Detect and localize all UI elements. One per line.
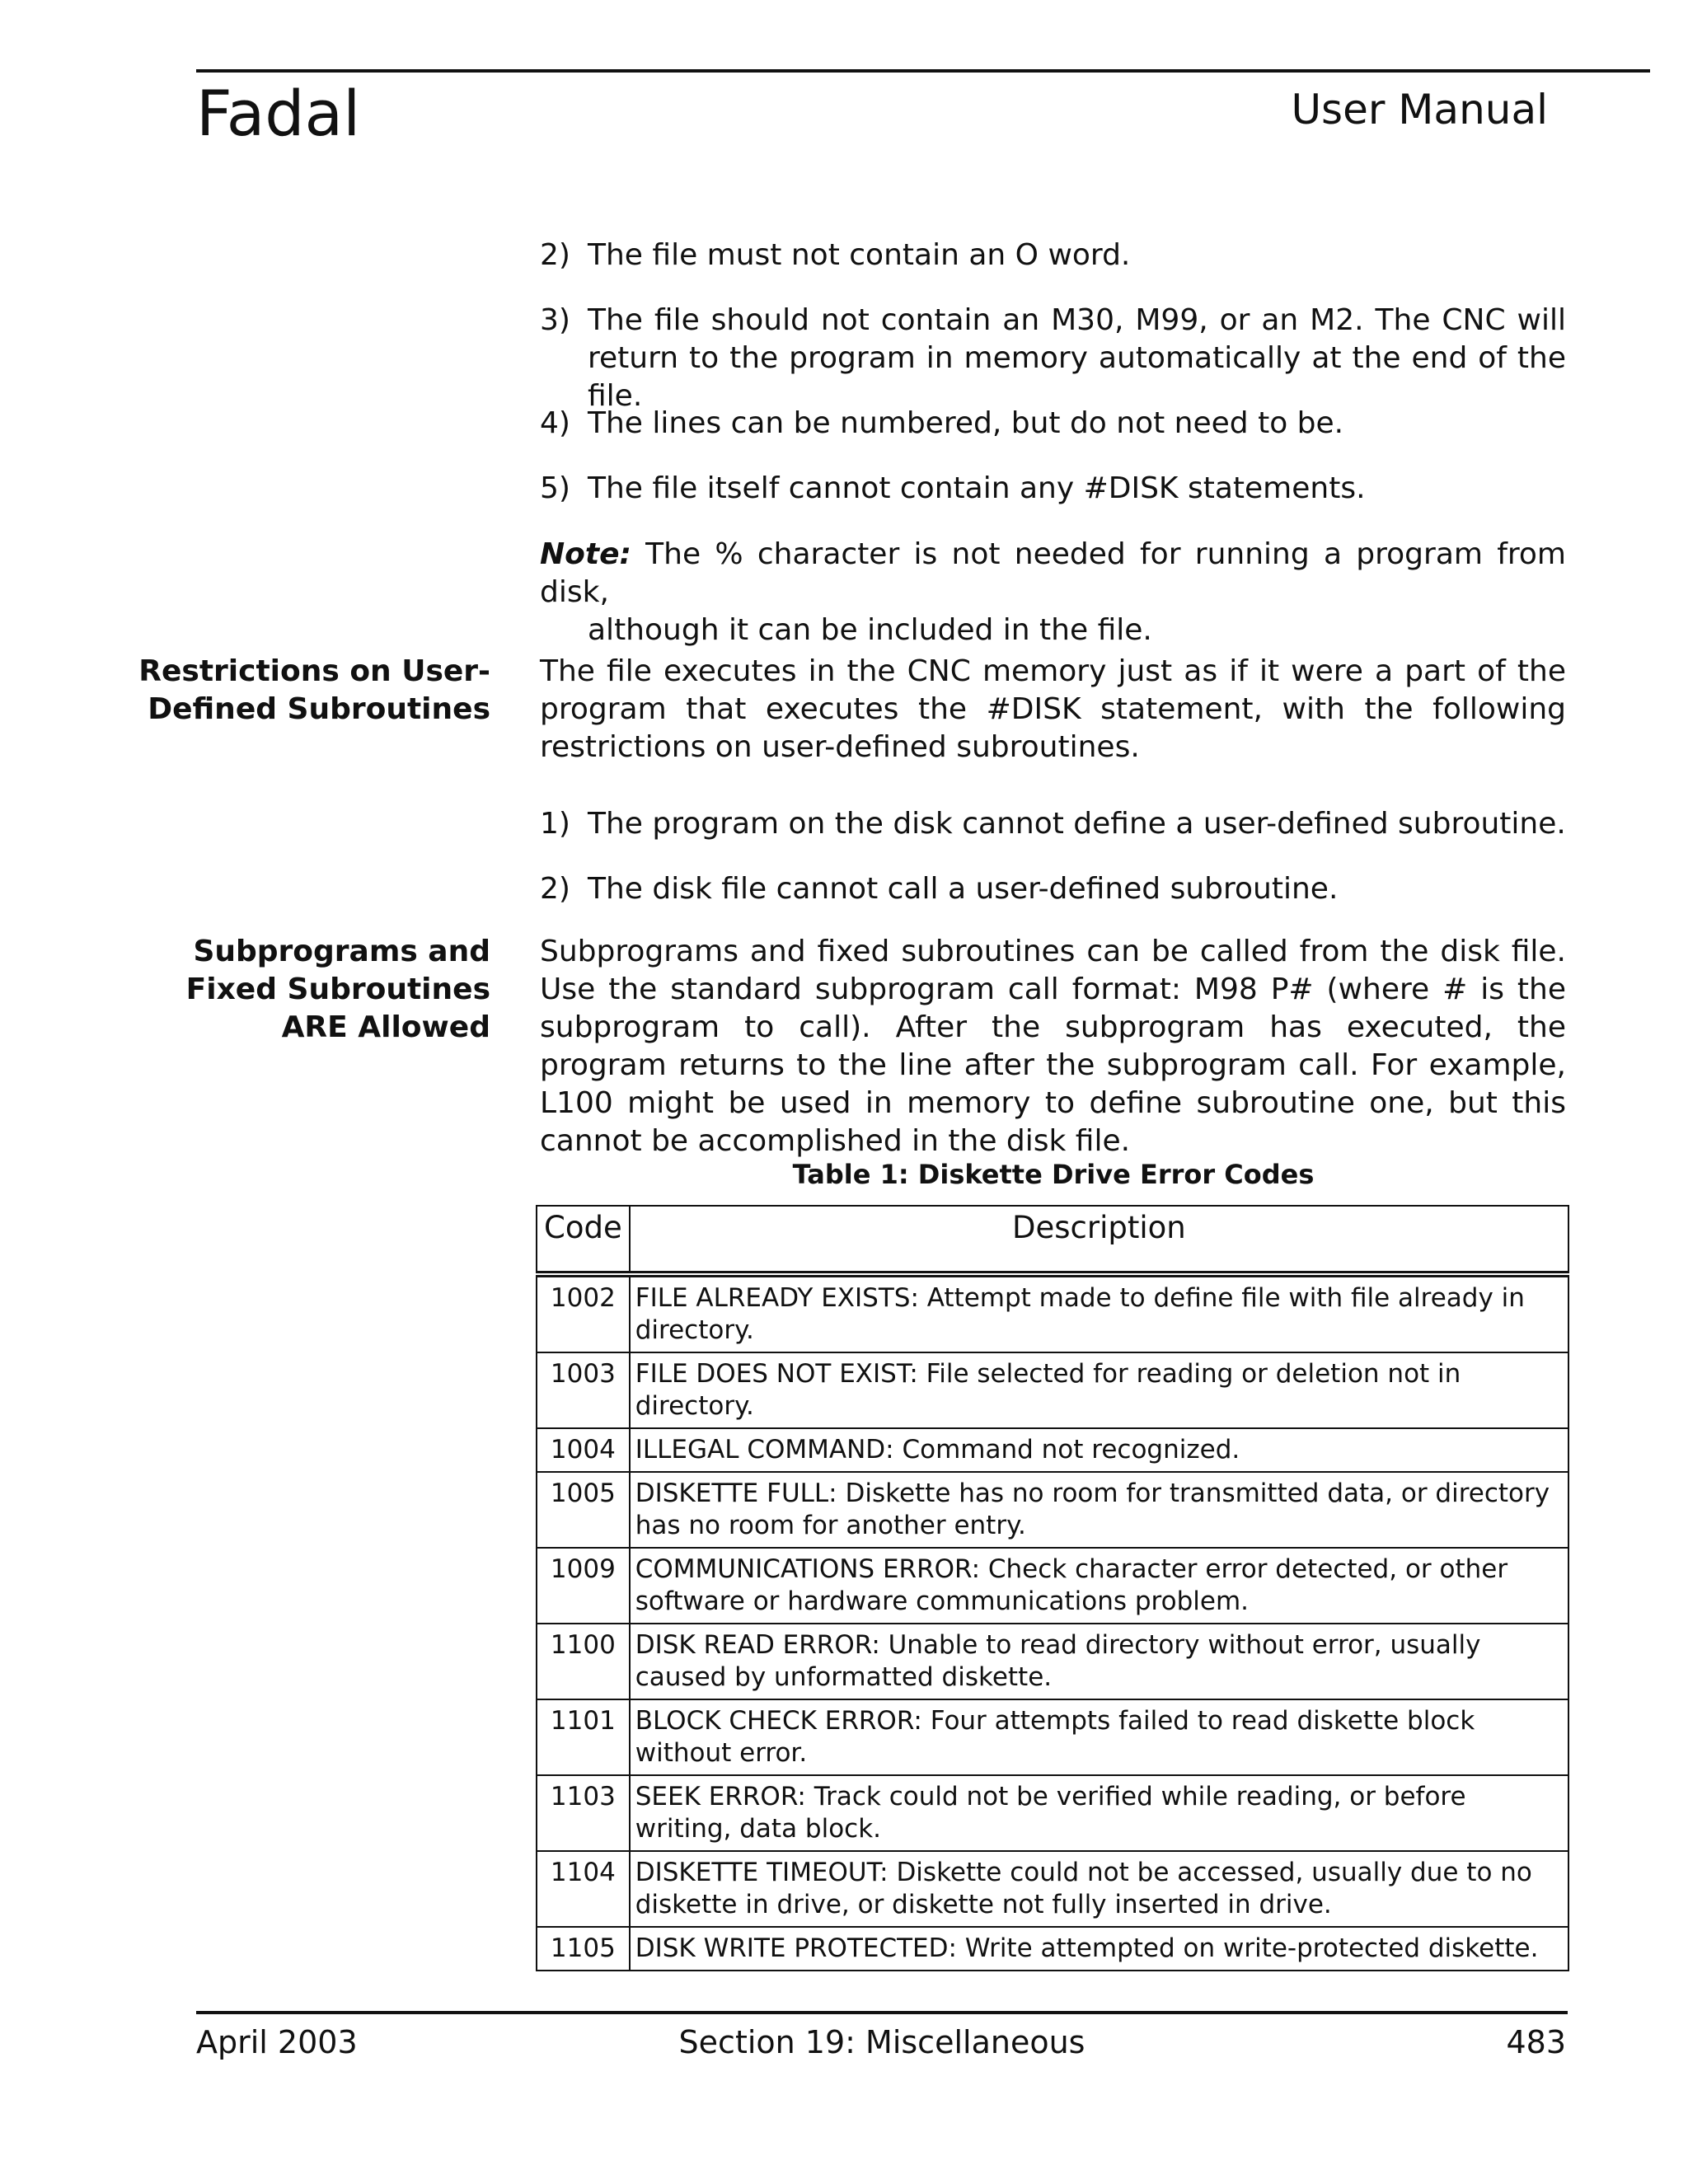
error-description: FILE ALREADY EXISTS: Attempt made to define file with file already in directory.: [630, 1274, 1568, 1352]
list-item-number: 1): [540, 807, 570, 841]
error-code: 1103: [537, 1775, 630, 1851]
list-item-text: The file must not contain an O word.: [588, 238, 1131, 272]
list-item: [540, 805, 1566, 843]
table-row: [537, 1699, 1568, 1775]
table-row: [537, 1851, 1568, 1927]
list-item: [540, 470, 1566, 508]
table-caption: Table 1: Diskette Drive Error Codes: [792, 1159, 1315, 1190]
list-item: [540, 405, 1566, 443]
error-code: 1100: [537, 1624, 630, 1699]
list-item-number: 5): [540, 471, 570, 505]
table-row: [537, 1352, 1568, 1428]
list-item-text: The file should not contain an M30, M99, or an M2. The CNC will return to the program in memory automatically at the end of the file.: [588, 303, 1566, 413]
table-row: [537, 1624, 1568, 1699]
error-description: ILLEGAL COMMAND: Command not recognized.: [630, 1428, 1568, 1472]
error-description: COMMUNICATIONS ERROR: Check character error detected, or other software or hardware communications problem.: [630, 1548, 1568, 1624]
error-codes-table: [536, 1205, 1569, 1971]
table-row: [537, 1472, 1568, 1548]
side-heading-subprograms: Subprograms and Fixed Subroutines ARE Allowed: [185, 935, 490, 1044]
list-item-number: 2): [540, 238, 570, 272]
note-text: The % character is not needed for running a program from disk,: [540, 537, 1567, 609]
table-row: [537, 1927, 1568, 1971]
footer-section: Section 19: Miscellaneous: [678, 2024, 1085, 2060]
table-row: [537, 1274, 1568, 1352]
error-code: 1009: [537, 1548, 630, 1624]
note: [540, 536, 1566, 649]
column-header-description: Description: [630, 1206, 1568, 1274]
table-row: [537, 1775, 1568, 1851]
list-item-text: The disk file cannot call a user-defined subroutine.: [588, 872, 1339, 906]
brand-name: Fadal: [196, 77, 361, 150]
restrictions-paragraph: The file executes in the CNC memory just as if it were a part of the program that executes the #DISK statement, with the following restrictions on user-defined subroutines.: [540, 654, 1566, 764]
list-item-number: 3): [540, 303, 570, 337]
error-code: 1101: [537, 1699, 630, 1775]
error-description: DISK WRITE PROTECTED: Write attempted on write-protected diskette.: [630, 1927, 1568, 1971]
table-header-row: [537, 1206, 1568, 1274]
error-description: DISK READ ERROR: Unable to read directory without error, usually caused by unformatted diskette.: [630, 1624, 1568, 1699]
error-description: SEEK ERROR: Track could not be verified while reading, or before writing, data block.: [630, 1775, 1568, 1851]
subprograms-paragraph: Subprograms and fixed subroutines can be called from the disk file. Use the standard subprogram call format: M98 P# (where # is the subprogram to call). After the subprogram has executed, the program returns to the line after the subprogram call. For example, L100 might be used in memory to define subroutine one, but this cannot be accomplished in the disk file.: [540, 935, 1566, 1158]
list-item-text: The program on the disk cannot define a user-defined subroutine.: [588, 807, 1566, 841]
error-code: 1004: [537, 1428, 630, 1472]
error-code: 1003: [537, 1352, 630, 1428]
error-description: BLOCK CHECK ERROR: Four attempts failed to read diskette block without error.: [630, 1699, 1568, 1775]
table-row: [537, 1428, 1568, 1472]
header-rule: [196, 69, 1650, 73]
list-item: [540, 870, 1566, 908]
list-item-text: The lines can be numbered, but do not need to be.: [588, 406, 1344, 440]
side-heading-restrictions: Restrictions on User- Defined Subroutines: [138, 654, 490, 726]
error-description: DISKETTE FULL: Diskette has no room for transmitted data, or directory has no room for another entry.: [630, 1472, 1568, 1548]
table-row: [537, 1548, 1568, 1624]
footer-date: April 2003: [196, 2024, 358, 2060]
document-title: User Manual: [1291, 86, 1548, 134]
list-item-text: The file itself cannot contain any #DISK statements.: [588, 471, 1366, 505]
list-item: [540, 237, 1566, 274]
list-item-number: 4): [540, 406, 570, 440]
list-item: [540, 302, 1566, 415]
note-text-continued: although it can be included in the file.: [588, 613, 1152, 647]
column-header-code: Code: [537, 1206, 630, 1274]
error-description: FILE DOES NOT EXIST: File selected for reading or deletion not in directory.: [630, 1352, 1568, 1428]
page-number: 483: [1506, 2024, 1566, 2060]
note-label: Note:: [540, 537, 631, 571]
error-code: 1104: [537, 1851, 630, 1927]
error-code: 1005: [537, 1472, 630, 1548]
error-code: 1105: [537, 1927, 630, 1971]
list-item-number: 2): [540, 872, 570, 906]
error-code: 1002: [537, 1274, 630, 1352]
footer-rule: [196, 2011, 1568, 2014]
error-description: DISKETTE TIMEOUT: Diskette could not be accessed, usually due to no diskette in drive, or diskette not fully inserted in drive.: [630, 1851, 1568, 1927]
